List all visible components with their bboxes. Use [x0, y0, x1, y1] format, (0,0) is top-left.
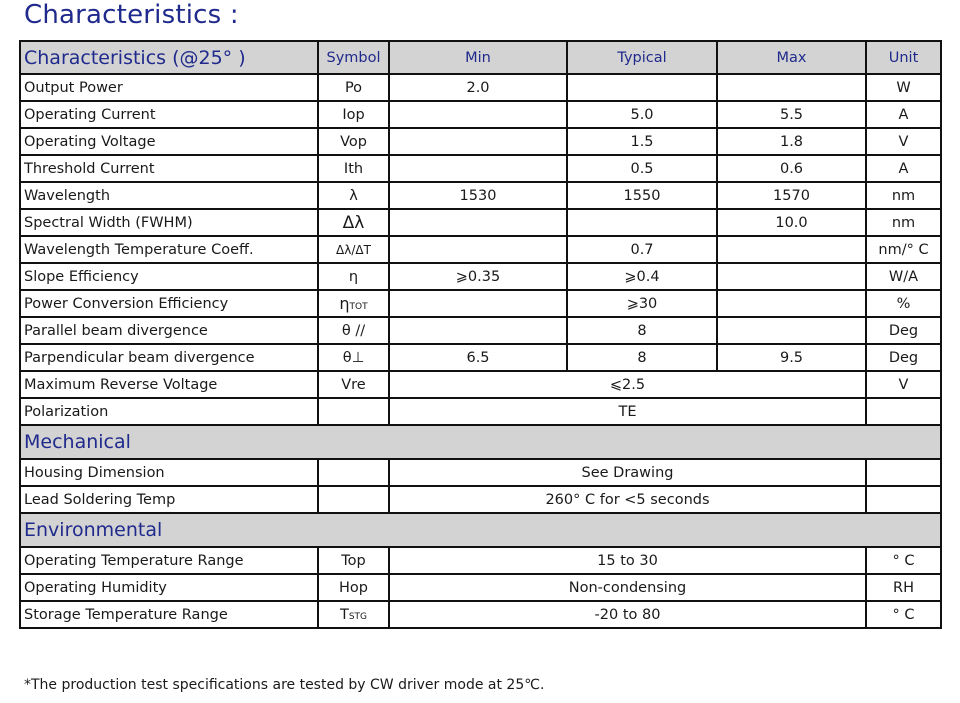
row-typical: 5.0	[567, 101, 717, 128]
section-header-environmental	[20, 513, 941, 547]
row-name: Operating Current	[20, 101, 318, 128]
table-row	[20, 344, 941, 371]
row-max: 10.0	[717, 209, 866, 236]
table-row	[20, 317, 941, 344]
table-row	[20, 74, 941, 101]
row-unit: nm	[866, 209, 941, 236]
row-symbol: λ	[318, 182, 389, 209]
row-name: Parallel beam divergence	[20, 317, 318, 344]
row-unit: RH	[866, 574, 941, 601]
header-unit: Unit	[866, 41, 941, 74]
table-row	[20, 101, 941, 128]
row-name: Maximum Reverse Voltage	[20, 371, 318, 398]
row-unit: nm	[866, 182, 941, 209]
characteristics-table	[19, 40, 942, 629]
row-max: 9.5	[717, 344, 866, 371]
row-min	[389, 101, 567, 128]
row-symbol	[318, 398, 389, 425]
table-header-row	[20, 41, 941, 74]
row-unit	[866, 486, 941, 513]
row-min: 2.0	[389, 74, 567, 101]
row-name: Operating Temperature Range	[20, 547, 318, 574]
table-row	[20, 486, 941, 513]
row-typical: ⩾0.4	[567, 263, 717, 290]
row-name: Parpendicular beam divergence	[20, 344, 318, 371]
header-symbol: Symbol	[318, 41, 389, 74]
row-typical: 0.7	[567, 236, 717, 263]
row-typical: 8	[567, 344, 717, 371]
row-name: Storage Temperature Range	[20, 601, 318, 628]
row-unit: ° C	[866, 547, 941, 574]
table-row	[20, 574, 941, 601]
row-max	[717, 317, 866, 344]
row-min	[389, 155, 567, 182]
row-symbol: Iop	[318, 101, 389, 128]
row-value-span: TE	[389, 398, 866, 425]
row-min	[389, 290, 567, 317]
row-name: Operating Humidity	[20, 574, 318, 601]
row-symbol: η	[318, 263, 389, 290]
row-name: Wavelength	[20, 182, 318, 209]
row-value-span: -20 to 80	[389, 601, 866, 628]
row-unit: V	[866, 371, 941, 398]
symbol-main: η	[339, 294, 350, 313]
header-characteristic: Characteristics (@25° )	[20, 41, 318, 74]
row-symbol: Vop	[318, 128, 389, 155]
row-name: Slope Efficiency	[20, 263, 318, 290]
table-row	[20, 398, 941, 425]
row-name: Spectral Width (FWHM)	[20, 209, 318, 236]
row-typical: ⩾30	[567, 290, 717, 317]
header-max: Max	[717, 41, 866, 74]
table-row	[20, 601, 941, 628]
row-unit: nm/° C	[866, 236, 941, 263]
row-typical: 0.5	[567, 155, 717, 182]
row-typical: 8	[567, 317, 717, 344]
table-row	[20, 128, 941, 155]
row-unit: %	[866, 290, 941, 317]
row-value-span: 260° C for <5 seconds	[389, 486, 866, 513]
table-row	[20, 459, 941, 486]
row-name: Polarization	[20, 398, 318, 425]
row-symbol: θ //	[318, 317, 389, 344]
row-unit	[866, 398, 941, 425]
row-symbol	[318, 601, 389, 628]
row-min: 6.5	[389, 344, 567, 371]
row-value-span: 15 to 30	[389, 547, 866, 574]
row-max	[717, 236, 866, 263]
row-symbol	[318, 459, 389, 486]
row-min	[389, 128, 567, 155]
row-name: Threshold Current	[20, 155, 318, 182]
row-typical	[567, 74, 717, 101]
row-name: Output Power	[20, 74, 318, 101]
row-max: 0.6	[717, 155, 866, 182]
row-unit: Deg	[866, 344, 941, 371]
row-symbol: Vre	[318, 371, 389, 398]
table-row	[20, 155, 941, 182]
row-symbol: Δλ	[318, 209, 389, 236]
row-max	[717, 74, 866, 101]
section-title: Mechanical	[20, 425, 941, 459]
row-symbol: Ith	[318, 155, 389, 182]
table-row	[20, 236, 941, 263]
row-max: 1570	[717, 182, 866, 209]
row-typical: 1.5	[567, 128, 717, 155]
row-symbol: Hop	[318, 574, 389, 601]
row-unit: W	[866, 74, 941, 101]
table-row	[20, 371, 941, 398]
row-symbol: Top	[318, 547, 389, 574]
row-name: Housing Dimension	[20, 459, 318, 486]
row-unit: V	[866, 128, 941, 155]
row-symbol: Δλ/ΔT	[318, 236, 389, 263]
row-min: ⩾0.35	[389, 263, 567, 290]
header-typical: Typical	[567, 41, 717, 74]
row-typical	[567, 209, 717, 236]
row-unit: Deg	[866, 317, 941, 344]
row-max: 1.8	[717, 128, 866, 155]
footnote: *The production test specifications are tested by CW driver mode at 25℃.	[24, 677, 545, 693]
row-max	[717, 290, 866, 317]
page-title: Characteristics :	[24, 0, 239, 30]
table-row	[20, 209, 941, 236]
row-name: Wavelength Temperature Coeff.	[20, 236, 318, 263]
row-min	[389, 236, 567, 263]
row-value-span: ⩽2.5	[389, 371, 866, 398]
row-min	[389, 209, 567, 236]
table-row	[20, 547, 941, 574]
row-unit: ° C	[866, 601, 941, 628]
symbol-subscript: STG	[348, 611, 368, 622]
row-unit: A	[866, 155, 941, 182]
row-symbol: Po	[318, 74, 389, 101]
row-name: Power Conversion Efficiency	[20, 290, 318, 317]
symbol-subscript: TOT	[349, 302, 368, 312]
row-name: Lead Soldering Temp	[20, 486, 318, 513]
row-min: 1530	[389, 182, 567, 209]
table-row	[20, 290, 941, 317]
row-typical: 1550	[567, 182, 717, 209]
row-name: Operating Voltage	[20, 128, 318, 155]
row-symbol: θ⊥	[318, 344, 389, 371]
row-max: 5.5	[717, 101, 866, 128]
row-unit: W/A	[866, 263, 941, 290]
section-header-mechanical	[20, 425, 941, 459]
row-max	[717, 263, 866, 290]
row-symbol	[318, 290, 389, 317]
header-min: Min	[389, 41, 567, 74]
row-value-span: Non-condensing	[389, 574, 866, 601]
symbol-main: T	[339, 606, 349, 623]
row-min	[389, 317, 567, 344]
row-unit	[866, 459, 941, 486]
table-row	[20, 182, 941, 209]
section-title: Environmental	[20, 513, 941, 547]
table-row	[20, 263, 941, 290]
row-unit: A	[866, 101, 941, 128]
row-symbol	[318, 486, 389, 513]
row-value-span: See Drawing	[389, 459, 866, 486]
